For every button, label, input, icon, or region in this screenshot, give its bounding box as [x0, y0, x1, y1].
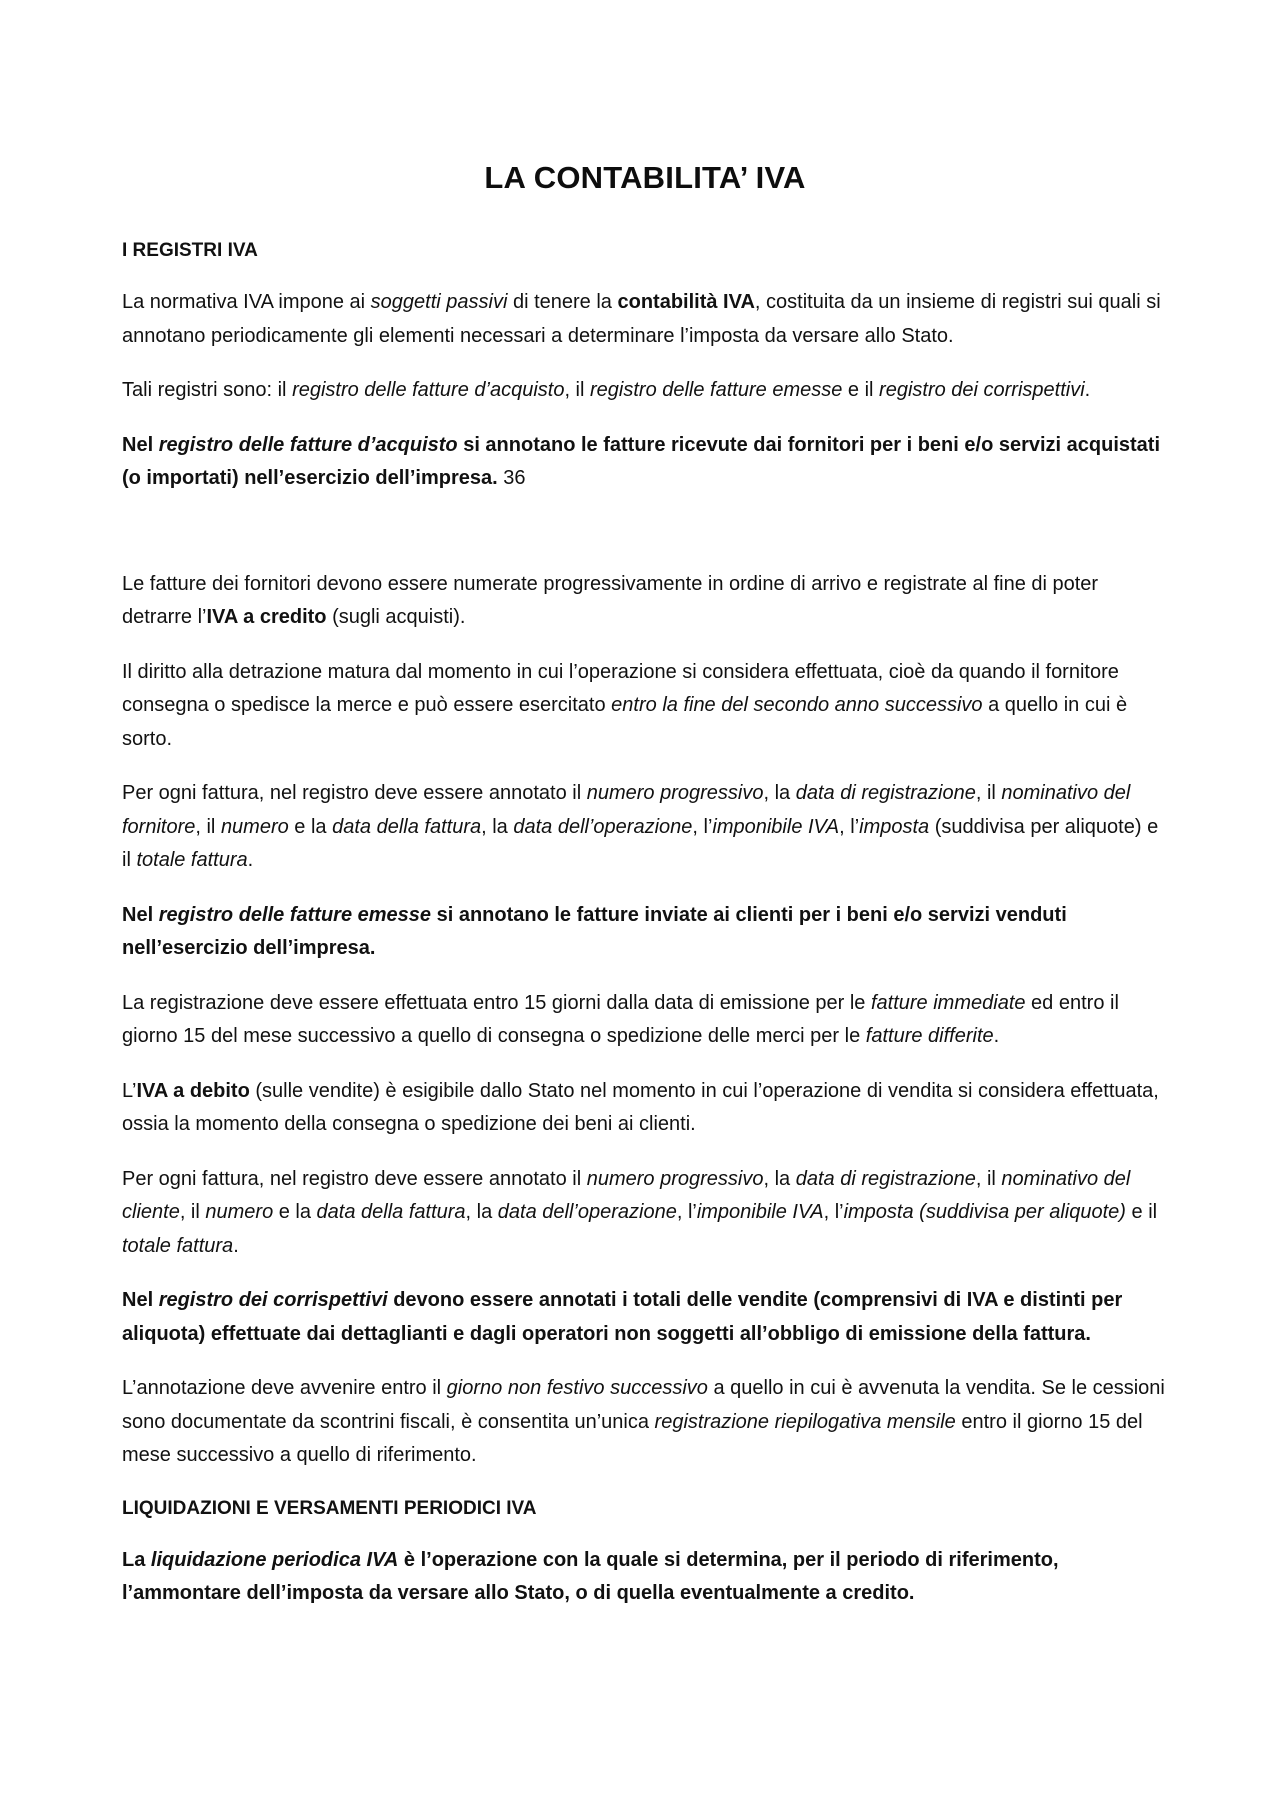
section-heading-registri-iva: I REGISTRI IVA [122, 240, 258, 261]
paragraph-registro-acquisti: Nel registro delle fatture d’acquisto si annotano le fatture ricevute dai fornitori per i beni e/o servizi acquistati (o importati) nell’esercizio dell’impresa. 36 [122, 433, 1161, 489]
paragraph-liquidazione-periodica: La liquidazione periodica IVA è l’operazione con la quale si determina, per il periodo di riferimento, l’ammontare dell’imposta da versare allo Stato, o di quella eventualmente a credito. [122, 1548, 1059, 1604]
paragraph-registro-corrispettivi: Nel registro dei corrispettivi devono essere annotati i totali delle vendite (comprensivi di IVA e distinti per aliquota) effettuate dai dettaglianti e dagli operatori non soggetti all’obbligo di emissione della fattura. [122, 1289, 1123, 1345]
paragraph-normativa: La normativa IVA impone ai soggetti passivi di tenere la contabilità IVA, costituita da un insieme di registri sui quali si annotano periodicamente gli elementi necessari a determinare l’imposta da versare allo Stato. [122, 291, 1161, 347]
paragraph-annotazione-fornitore: Per ogni fattura, nel registro deve essere annotato il numero progressivo, la data di registrazione, il nominativo del fornitore, il numero e la data della fattura, la data dell’operazione, l’imponibile IVA, l’imposta (suddivisa per aliquote) e il totale fattura. [122, 782, 1159, 871]
paragraph-registrazione-termini: La registrazione deve essere effettuata entro 15 giorni dalla data di emissione per le fatture immediate ed entro il giorno 15 del mese successivo a quello di consegna o spedizione delle merci per le fatture differite. [122, 991, 1119, 1047]
paragraph-iva-debito: L’IVA a debito (sulle vendite) è esigibile dallo Stato nel momento in cui l’operazione di vendita si considera effettuata, ossia la momento della consegna o spedizione dei beni ai clienti. [122, 1079, 1159, 1135]
paragraph-registro-emesse: Nel registro delle fatture emesse si annotano le fatture inviate ai clienti per i beni e/o servizi venduti nell’esercizio dell’impresa. [122, 903, 1067, 959]
document-title: LA CONTABILITA’ IVA [484, 160, 806, 195]
section-heading-liquidazioni: LIQUIDAZIONI E VERSAMENTI PERIODICI IVA [122, 1497, 537, 1519]
paragraph-annotazione-cliente: Per ogni fattura, nel registro deve essere annotato il numero progressivo, la data di registrazione, il nominativo del cliente, il numero e la data della fattura, la data dell’operazione, l’imponibile IVA, l’imposta (suddivisa per aliquote) e il totale fattura. [122, 1167, 1158, 1257]
paragraph-annotazione-corrispettivi: L’annotazione deve avvenire entro il giorno non festivo successivo a quello in cui è avvenuta la vendita. Se le cessioni sono documentate da scontrini fiscali, è consentita un’unica registrazione riepilogativa mensile entro il giorno 15 del mese successivo a quello di riferimento. [122, 1377, 1165, 1466]
paragraph-diritto-detrazione: Il diritto alla detrazione matura dal momento in cui l’operazione si considera effettuata, cioè da quando il fornitore consegna o spedisce la merce e può essere esercitato entro la fine del secondo anno successivo a quello in cui è sorto. [122, 660, 1128, 750]
paragraph-tali-registri: Tali registri sono: il registro delle fatture d’acquisto, il registro delle fatture emesse e il registro dei corrispettivi. [122, 379, 1091, 401]
paragraph-fatture-fornitori: Le fatture dei fornitori devono essere numerate progressivamente in ordine di arrivo e registrate al fine di poter detrarre l’IVA a credito (sugli acquisti). [122, 572, 1099, 628]
